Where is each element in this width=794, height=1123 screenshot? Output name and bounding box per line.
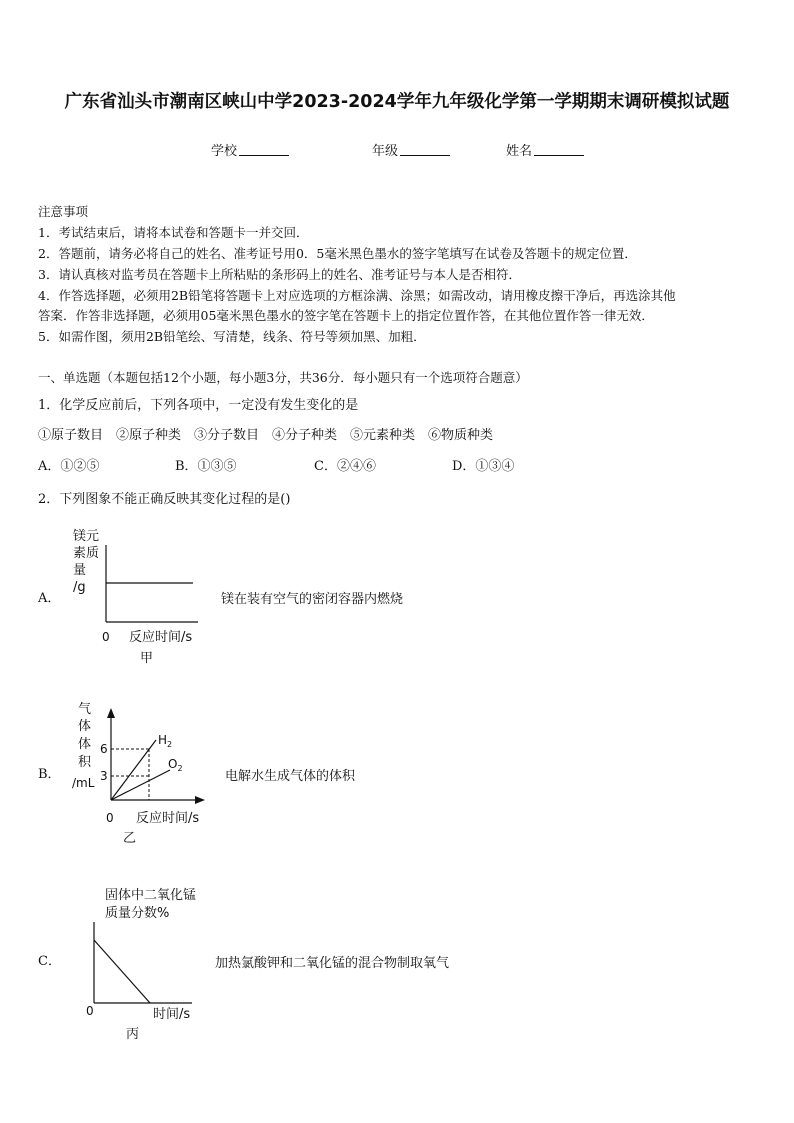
- q2-a-origin: 0: [102, 630, 110, 644]
- q1-items: ①原子数目 ②原子种类 ③分子数目 ④分子种类 ⑤元素种类 ⑥物质种类: [38, 428, 494, 443]
- q1-stem: 1．化学反应前后，下列各项中，一定没有发生变化的是: [38, 398, 359, 413]
- q2-a-ylabel: /g: [73, 580, 86, 595]
- q2-b-ylabel: 积: [78, 755, 92, 770]
- name-blank: [534, 143, 584, 156]
- q1-option-b: B．①③⑤: [175, 459, 237, 474]
- notice-item: 答案．作答非选择题，必须用05毫米黑色墨水的签字笔在答题卡上的指定位置作答，在其他位置作答一律无效．: [38, 308, 654, 323]
- q1-option-d: D．①③④: [452, 459, 515, 474]
- q2-a-xlabel: 反应时间/s: [129, 630, 193, 645]
- q2-c-name: 丙: [126, 1027, 140, 1042]
- q2-a-desc: 镁在装有空气的密闭容器内燃烧: [221, 592, 404, 607]
- q1-option-a: A．①②⑤: [38, 459, 100, 474]
- notice-heading: 注意事项: [38, 204, 89, 219]
- q2-b-xlabel: 反应时间/s: [136, 811, 200, 826]
- q2-a-ylabel: 镁元: [73, 529, 100, 544]
- q2-c-ylabel: 固体中二氧化锰: [105, 888, 197, 903]
- q2-c-ylabel: 质量分数%: [105, 906, 170, 921]
- q2-b-origin: 0: [106, 811, 114, 825]
- q2-b-tick-3: 3: [100, 769, 108, 783]
- school-field: [211, 140, 289, 159]
- section-heading: 一、单选题（本题包括12个小题，每小题3分，共36分．每小题只有一个选项符合题意）: [38, 370, 528, 385]
- page-title: 广东省汕头市潮南区峡山中学2023-2024学年九年级化学第一学期期末调研模拟试题: [64, 92, 730, 112]
- notice-item: 5．如需作图，须用2B铅笔绘、写清楚，线条、符号等须加黑、加粗．: [38, 329, 426, 344]
- grade-blank: [400, 143, 450, 156]
- grade-label: 年级: [372, 144, 399, 159]
- q2-b-label-h2: $H_2$: [158, 733, 173, 749]
- notice-item: 1．考试结束后，请将本试卷和答题卡一并交回．: [38, 225, 309, 240]
- notice-item: 2．答题前，请务必将自己的姓名、准考证号用0．5毫米黑色墨水的签字笔填写在试卷及答题卡的规定位置．: [38, 246, 637, 261]
- q2-a-ylabel: 量: [73, 563, 87, 578]
- q2-b-letter: B．: [38, 767, 61, 782]
- q2-a-name: 甲: [140, 651, 154, 666]
- name-field: [506, 140, 584, 159]
- q2-a-ylabel: 素质: [73, 546, 100, 561]
- q2-stem: 2．下列图象不能正确反映其变化过程的是(): [38, 492, 291, 507]
- q2-c-line: [94, 940, 150, 1003]
- q2-a-letter: A．: [38, 591, 61, 606]
- q2-b-ylabel: /mL: [72, 776, 95, 790]
- school-label: 学校: [211, 144, 238, 159]
- q2-b-tick-6: 6: [100, 742, 108, 756]
- q2-c-origin: 0: [86, 1004, 94, 1018]
- name-label: 姓名: [506, 144, 533, 159]
- q2-c-letter: C．: [38, 954, 61, 969]
- q2-c-desc: 加热氯酸钾和二氧化锰的混合物制取氧气: [215, 956, 450, 971]
- q2-b-line-o2: [111, 770, 170, 800]
- q2-c-graph: [80, 880, 220, 1045]
- q2-b-ylabel: 体: [78, 719, 92, 734]
- q2-b-desc: 电解水生成气体的体积: [225, 769, 356, 784]
- q2-b-ylabel: 气: [78, 702, 92, 717]
- q2-a-graph: [60, 525, 220, 670]
- q2-b-label-o2: $O_2$: [168, 757, 183, 773]
- notice-item: 3．请认真核对监考员在答题卡上所粘贴的条形码上的姓名、准考证号与本人是否相符．: [38, 267, 521, 282]
- q2-b-ylabel: 体: [78, 737, 92, 752]
- q2-b-x-arrow: [195, 796, 205, 804]
- q2-b-graph: [70, 700, 230, 850]
- q1-option-c: C．②④⑥: [314, 459, 376, 474]
- q2-c-xlabel: 时间/s: [153, 1007, 191, 1022]
- notice-item: 4．作答选择题，必须用2B铅笔将答题卡上对应选项的方框涂满、涂黑；如需改动，请用橡皮擦干净后，再选涂其他: [38, 288, 676, 303]
- school-blank: [239, 143, 289, 156]
- q2-b-name: 乙: [123, 831, 137, 846]
- q2-b-y-arrow: [107, 708, 115, 718]
- grade-field: [372, 140, 450, 159]
